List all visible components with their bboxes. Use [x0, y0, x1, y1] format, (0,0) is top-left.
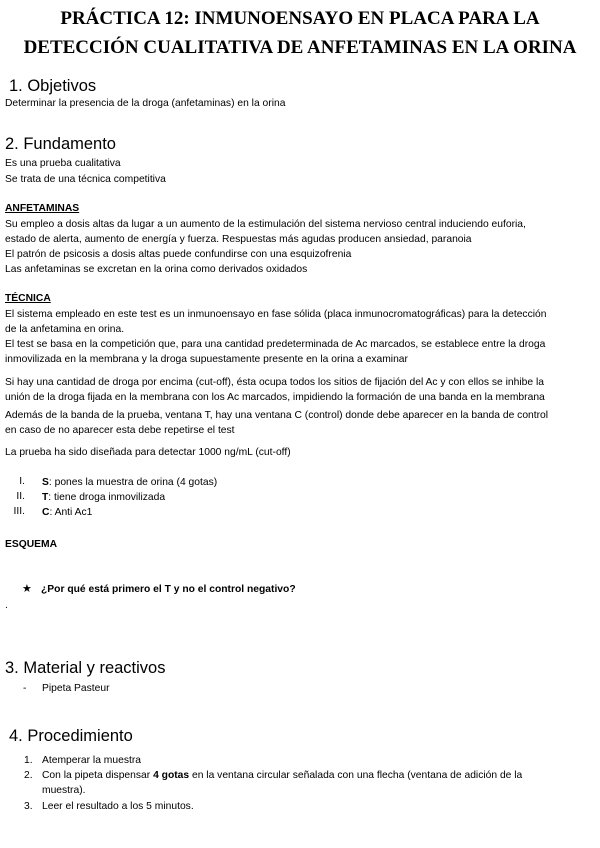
title-line-1: PRÁCTICA 12: INMUNOENSAYO EN PLACA PARA LA	[60, 8, 540, 29]
tecnica-subheading: TÉCNICA	[5, 293, 51, 304]
esquema-dot: .	[5, 600, 8, 611]
title-line-2: DETECCIÓN CUALITATIVA DE ANFETAMINAS EN LA ORINA	[23, 37, 577, 58]
star-bullet-icon: ★	[22, 582, 32, 595]
tecnica-para3-line: Además de la banda de la prueba, ventana T, hay una ventana C (control) donde debe aparecer en la banda de control	[5, 410, 549, 421]
step-text	[42, 753, 141, 768]
step-post: en la ventana circular señalada con una flecha (ventana de adición de la	[189, 770, 523, 781]
fundamento-line: Es una prueba cualitativa	[5, 158, 121, 169]
fundamento-line: Se trata de una técnica competitiva	[5, 174, 166, 185]
step-number: 3.	[24, 801, 33, 812]
step-text	[42, 799, 194, 814]
tecnica-para4: La prueba ha sido diseñada para detectar 1000 ng/mL (cut-off)	[5, 447, 291, 458]
tecnica-line: El sistema empleado en este test es un inmunoensayo en fase sólida (placa inmunocromatográficas) para la detección	[5, 309, 547, 320]
step-text	[42, 768, 522, 783]
anfetaminas-line: Su empleo a dosis altas da lugar a un aumento de la estimulación del sistema nervioso central induciendo euforia,	[5, 219, 526, 230]
list-key: S	[42, 477, 49, 488]
objetivos-heading: 1. Objetivos	[9, 77, 97, 95]
tecnica-para2-line: Si hay una cantidad de droga por encima (cut-off), ésta ocupa todos los sitios de fijación del Ac y con ellos se inhibe la	[5, 377, 544, 388]
list-key: C	[42, 507, 50, 518]
step-pre: Leer el resultado a los 5 minutos.	[42, 801, 194, 812]
list-text: : tiene droga inmovilizada	[48, 492, 166, 503]
anfetaminas-line: estado de alerta, aumento de energía y fuerza. Respuestas más agudas producen ansiedad, paranoia	[5, 234, 472, 245]
esquema-question: ¿Por qué está primero el T y no el control negativo?	[41, 584, 296, 595]
list-text: : Anti Ac1	[49, 507, 93, 518]
objetivos-text: Determinar la presencia de la droga (anfetaminas) en la orina	[5, 98, 286, 109]
fundamento-heading: 2. Fundamento	[5, 135, 116, 153]
procedimiento-heading: 4. Procedimiento	[9, 727, 133, 745]
step-bold: 4 gotas	[153, 770, 190, 781]
step-pre: Atemperar la muestra	[42, 755, 142, 766]
list-text: : pones la muestra de orina (4 gotas)	[48, 477, 218, 488]
tecnica-line: inmovilizada en la membrana y la droga supuestamente presente en la orina a examinar	[5, 354, 408, 365]
tecnica-para2-line: unión de la droga fijada en la membrana con los Ac marcados, impidiendo la formación de una banda en la membrana	[5, 392, 545, 403]
material-item: Pipeta Pasteur	[42, 683, 110, 694]
step-pre: Con la pipeta dispensar	[42, 770, 154, 781]
step-text-continued	[42, 783, 86, 798]
list-item	[42, 505, 92, 520]
list-number: III.	[13, 506, 25, 517]
list-number: II.	[16, 491, 25, 502]
anfetaminas-line: Las anfetaminas se excretan en la orina como derivados oxidados	[5, 264, 308, 275]
step-number: 2.	[24, 770, 33, 781]
tecnica-line: El test se basa en la competición que, para una cantidad predeterminada de Ac marcados, se establece entre la droga	[5, 339, 546, 350]
list-key: T	[42, 492, 49, 503]
anfetaminas-line: El patrón de psicosis a dosis altas puede confundirse con una esquizofrenia	[5, 249, 352, 260]
esquema-label: ESQUEMA	[5, 539, 58, 550]
tecnica-para3-line: en caso de no aparecer esta debe repetirse el test	[5, 425, 235, 436]
page-title	[0, 4, 600, 62]
material-heading: 3. Material y reactivos	[5, 659, 166, 677]
tecnica-line: de la anfetamina en orina.	[5, 324, 125, 335]
list-item	[42, 490, 165, 505]
step-pre: muestra).	[42, 785, 86, 796]
list-number: I.	[19, 476, 25, 487]
list-item	[42, 475, 217, 490]
anfetaminas-subheading: ANFETAMINAS	[5, 203, 80, 214]
step-number: 1.	[24, 755, 33, 766]
dash-bullet: -	[23, 683, 27, 694]
